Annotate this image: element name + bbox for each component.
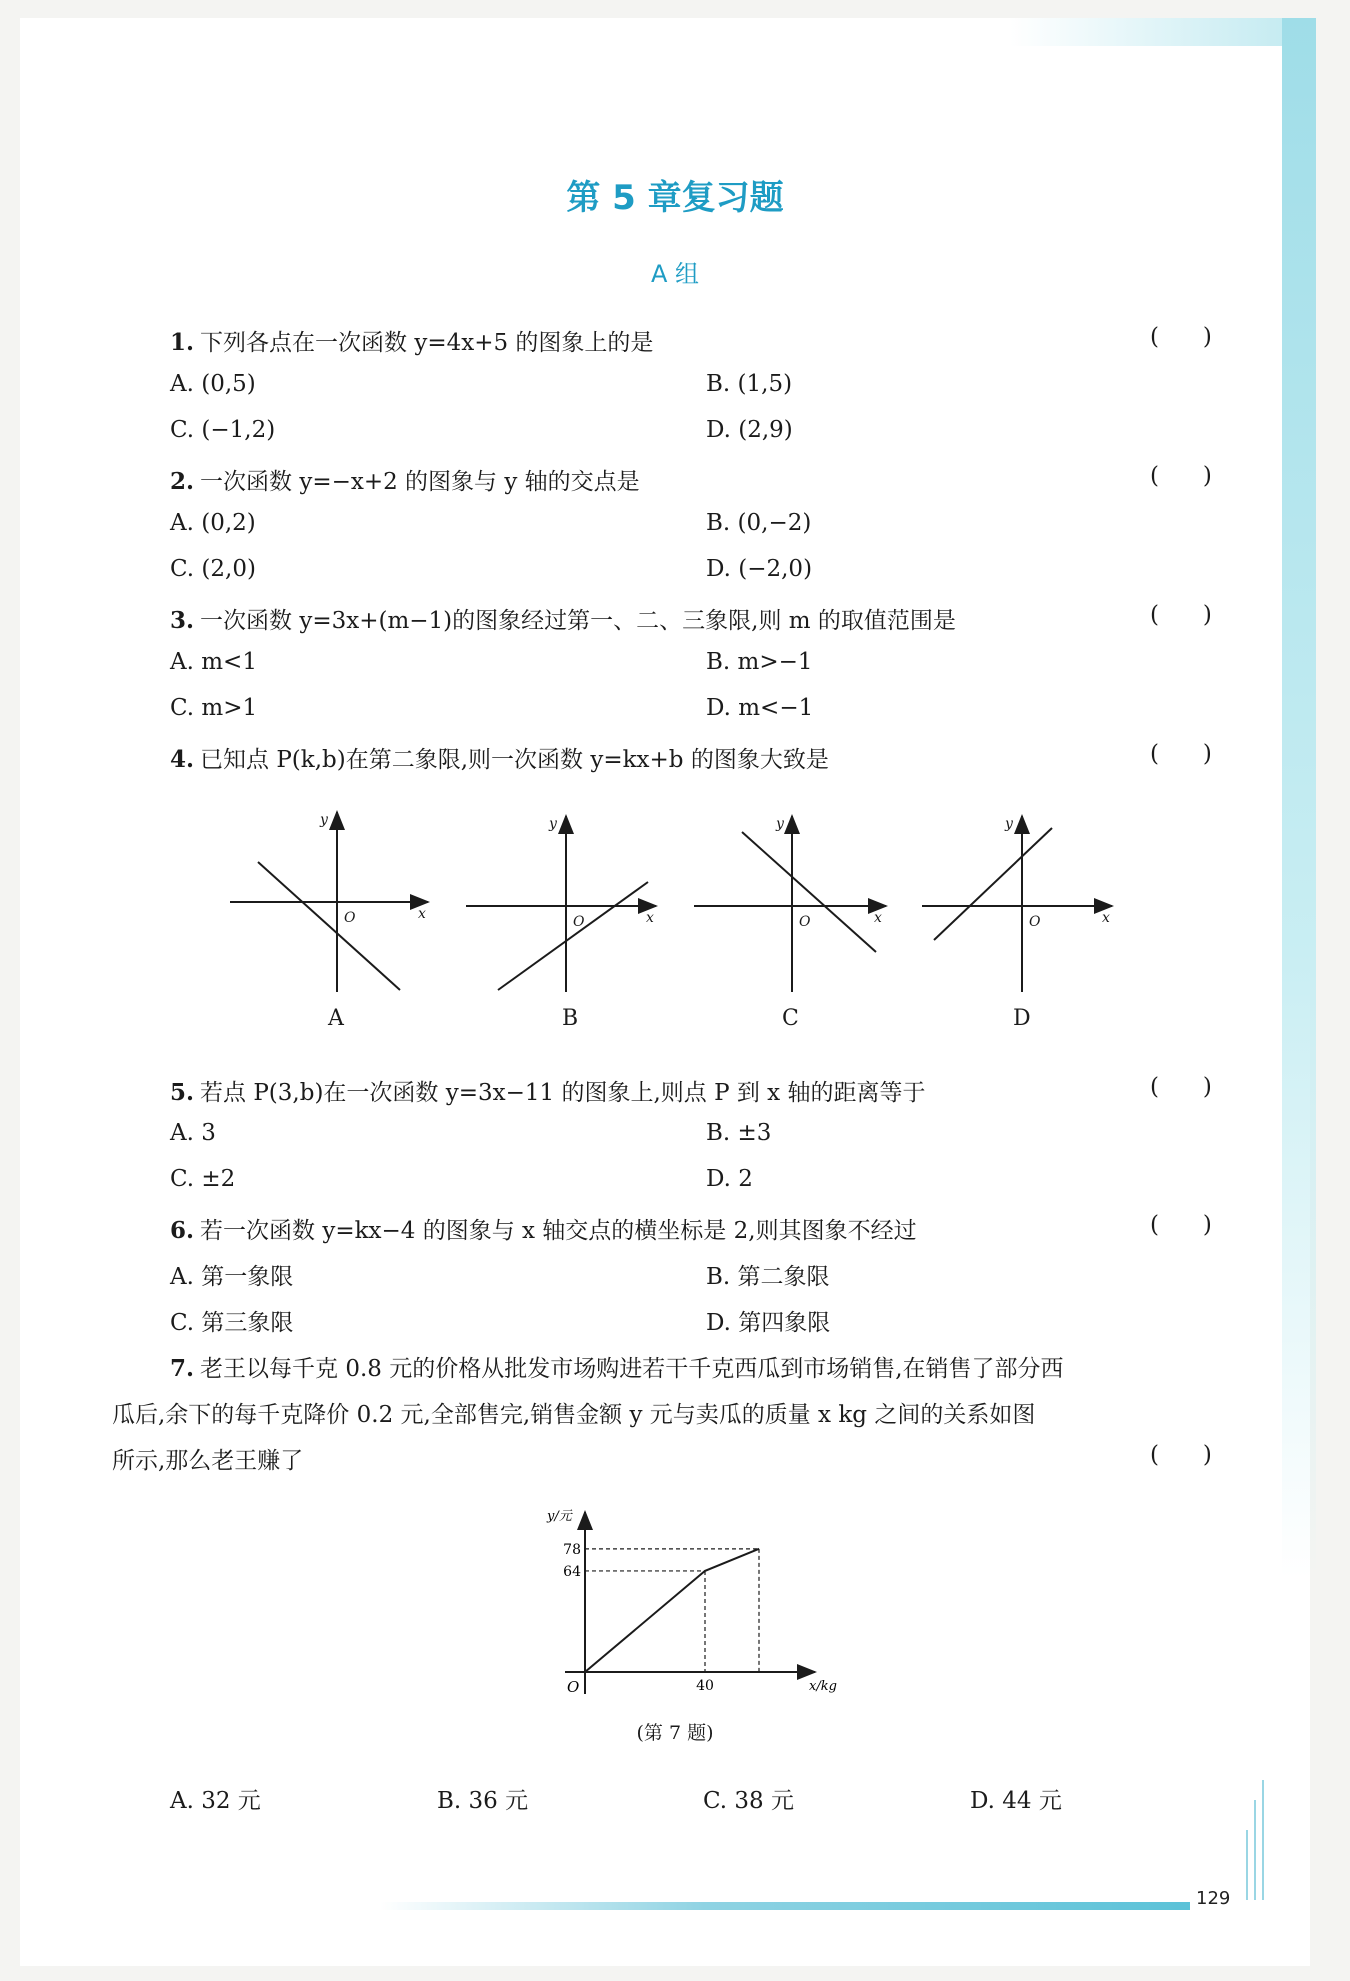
- decoration-line: [1246, 1830, 1248, 1900]
- x-axis-label: x: [646, 910, 654, 926]
- graph-c[interactable]: [694, 816, 886, 992]
- answer-blank[interactable]: ( ): [1150, 463, 1212, 489]
- x-axis-label: x: [874, 910, 882, 926]
- chart-y-label: y/元: [547, 1509, 572, 1524]
- origin-label: O: [344, 910, 356, 926]
- option-a[interactable]: A. (0,5): [170, 371, 256, 397]
- question-text: 已知点 P(k,b)在第二象限,则一次函数 y=kx+b 的图象大致是: [200, 747, 829, 773]
- chart-series-line: [585, 1549, 759, 1672]
- question-number: 4.: [170, 746, 195, 773]
- option-d[interactable]: D. (2,9): [706, 417, 793, 443]
- chart-origin-label: O: [567, 1678, 580, 1696]
- y-axis-label: y: [549, 816, 557, 832]
- option-d[interactable]: D. 44 元: [970, 1788, 1062, 1814]
- question-6: [170, 1212, 917, 1245]
- chapter-title: 第 5 章复习题: [566, 178, 784, 218]
- question-7-line-3: 所示,那么老王赚了: [112, 1448, 304, 1474]
- option-a[interactable]: A. 32 元: [170, 1788, 261, 1814]
- option-a[interactable]: A. m<1: [170, 649, 257, 675]
- y-axis-label: y: [1005, 816, 1013, 832]
- function-line: [498, 882, 648, 990]
- graph-b-label[interactable]: B: [562, 1006, 579, 1031]
- option-d[interactable]: D. 2: [706, 1166, 753, 1192]
- chart-y-tick-label: 78: [563, 1541, 581, 1558]
- question-text: 若点 P(3,b)在一次函数 y=3x−11 的图象上,则点 P 到 x 轴的距离等于: [200, 1080, 926, 1106]
- question-text: 若一次函数 y=kx−4 的图象与 x 轴交点的横坐标是 2,则其图象不经过: [200, 1218, 917, 1244]
- chart-x-tick-label: 40: [696, 1678, 714, 1694]
- option-d[interactable]: D. (−2,0): [706, 556, 813, 582]
- graph-b[interactable]: [466, 816, 656, 992]
- y-axis-label: y: [320, 812, 328, 828]
- page-number: 129: [1196, 1888, 1231, 1909]
- question-text: 一次函数 y=3x+(m−1)的图象经过第一、二、三象限,则 m 的取值范围是: [200, 608, 956, 634]
- group-heading: A 组: [650, 260, 700, 288]
- question-number: 1.: [170, 329, 195, 356]
- question-7-line-2: 瓜后,余下的每千克降价 0.2 元,全部售完,销售金额 y 元与卖瓜的质量 x kg 之间的关系如图: [112, 1402, 1036, 1428]
- option-d[interactable]: D. m<−1: [706, 695, 814, 721]
- question-text: 一次函数 y=−x+2 的图象与 y 轴的交点是: [200, 469, 640, 495]
- option-b[interactable]: B. (0,−2): [706, 510, 812, 536]
- option-a[interactable]: A. (0,2): [170, 510, 256, 536]
- figure-caption: (第 7 题): [636, 1722, 714, 1744]
- option-a[interactable]: A. 第一象限: [170, 1264, 294, 1290]
- chart-y-tick-label: 64: [563, 1563, 581, 1580]
- q7-chart: [520, 1500, 837, 1710]
- question-text: 下列各点在一次函数 y=4x+5 的图象上的是: [200, 330, 654, 356]
- option-c[interactable]: C. (2,0): [170, 556, 256, 582]
- decoration-line: [1254, 1800, 1256, 1900]
- option-d[interactable]: D. 第四象限: [706, 1310, 831, 1336]
- graph-a[interactable]: [230, 812, 428, 992]
- origin-label: O: [573, 914, 585, 930]
- chart-guides: [585, 1549, 759, 1672]
- graph-d-label[interactable]: D: [1013, 1006, 1031, 1031]
- option-c[interactable]: C. (−1,2): [170, 417, 276, 443]
- option-a[interactable]: A. 3: [170, 1120, 216, 1146]
- option-b[interactable]: B. 第二象限: [706, 1264, 830, 1290]
- origin-label: O: [799, 914, 811, 930]
- bottom-decoration-bar: [380, 1902, 1190, 1910]
- graph-a-label[interactable]: A: [328, 1006, 344, 1031]
- x-axis-label: x: [418, 906, 426, 922]
- graph-c-label[interactable]: C: [782, 1006, 799, 1031]
- option-c[interactable]: C. 38 元: [703, 1788, 794, 1814]
- answer-blank[interactable]: ( ): [1150, 1212, 1212, 1238]
- x-axis-label: x: [1102, 910, 1110, 926]
- question-number: 2.: [170, 468, 195, 495]
- question-text: 老王以每千克 0.8 元的价格从批发市场购进若干千克西瓜到市场销售,在销售了部分西: [200, 1356, 1064, 1382]
- option-c[interactable]: C. ±2: [170, 1166, 236, 1192]
- option-b[interactable]: B. 36 元: [437, 1788, 529, 1814]
- question-5: [170, 1074, 925, 1107]
- origin-label: O: [1029, 914, 1041, 930]
- y-axis-label: y: [776, 816, 784, 832]
- graph-d[interactable]: [922, 816, 1112, 992]
- question-number: 3.: [170, 607, 195, 634]
- option-c[interactable]: C. 第三象限: [170, 1310, 294, 1336]
- decoration-line: [1262, 1780, 1264, 1900]
- option-c[interactable]: C. m>1: [170, 695, 258, 721]
- question-number: 6.: [170, 1217, 195, 1244]
- question-number: 5.: [170, 1079, 195, 1106]
- option-b[interactable]: B. ±3: [706, 1120, 772, 1146]
- function-line: [258, 862, 400, 990]
- question-7-line-1: [170, 1350, 1064, 1383]
- answer-blank[interactable]: ( ): [1150, 324, 1212, 350]
- answer-blank[interactable]: ( ): [1150, 1074, 1212, 1100]
- answer-blank[interactable]: ( ): [1150, 1442, 1212, 1468]
- option-b[interactable]: B. m>−1: [706, 649, 813, 675]
- answer-blank[interactable]: ( ): [1150, 602, 1212, 628]
- option-b[interactable]: B. (1,5): [706, 371, 793, 397]
- chart-x-label: x/kg: [809, 1679, 837, 1694]
- answer-blank[interactable]: ( ): [1150, 741, 1212, 767]
- question-number: 7.: [170, 1355, 195, 1382]
- function-line: [742, 832, 876, 952]
